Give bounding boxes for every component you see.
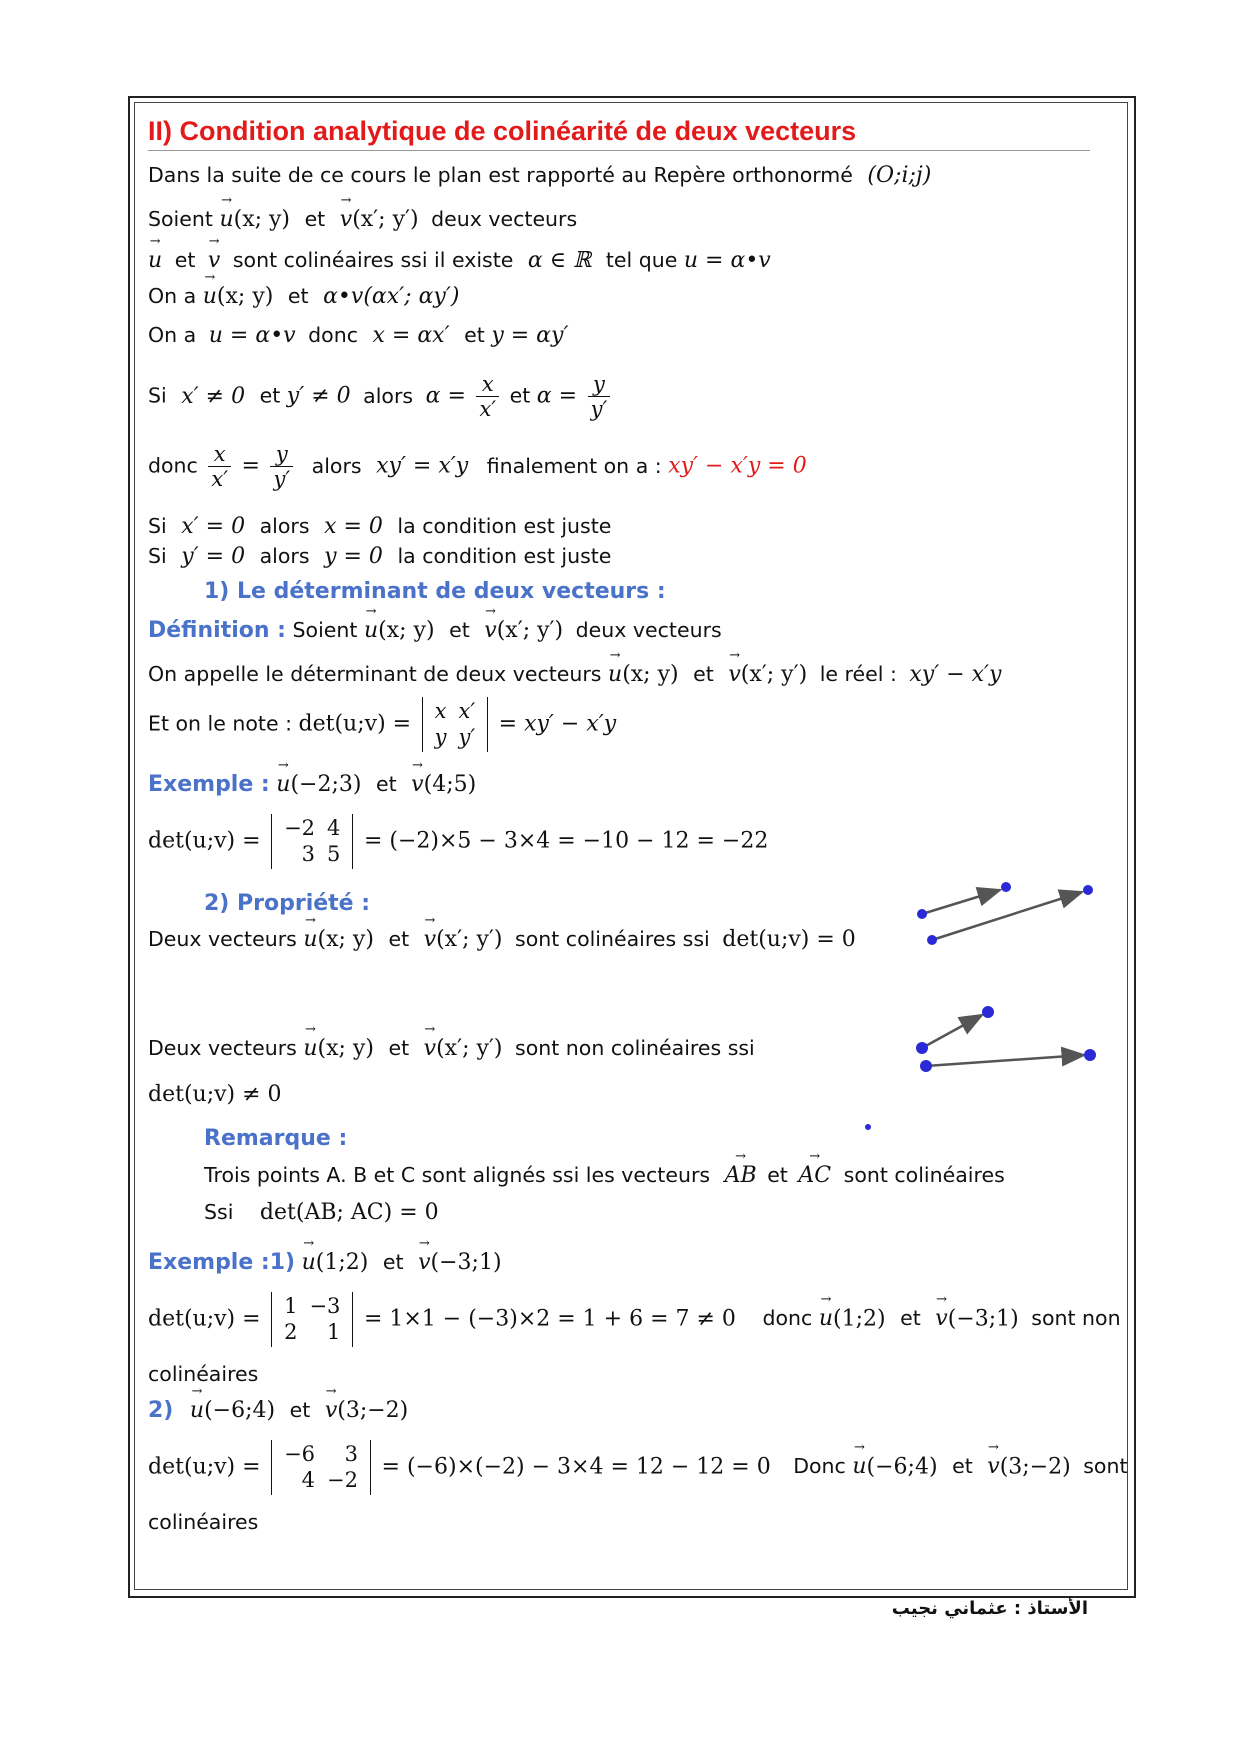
donc-line: donc $\frac{x}{x'}$ = $\frac{y}{y'}$ alors xy′ = x′y finalement on a : xy′ − x′y = 0 — [148, 442, 807, 492]
repere: (O;i;j) — [867, 163, 932, 188]
intro-line: Dans la suite de ce cours le plan est rapporté au Repère orthonormé (O;i;j) — [148, 163, 932, 188]
colinear-vector-arrow-2 — [932, 892, 1082, 940]
example-3-tail: colinéaires — [148, 1510, 259, 1534]
section-title: II) Condition analytique de colinéarité de deux vecteurs — [148, 116, 857, 146]
point — [1001, 882, 1011, 892]
section-2-heading: 2) Propriété : — [204, 891, 371, 916]
definition-line: Définition : Soient → u(x; y) et → v(x′; y′) deux vecteurs — [148, 618, 722, 644]
author-footer: الأستاذ : عثماني نجيب — [891, 1598, 1088, 1619]
point — [916, 1042, 928, 1054]
point — [917, 909, 927, 919]
example-3-line: 2) → u(−6;4) et → v(3;−2) — [148, 1398, 408, 1424]
point — [927, 935, 937, 945]
point — [1084, 1049, 1096, 1061]
example-2-det: det(u;v) = 1 −3 2 1 = 1×1 − (−3)×2 = 1 + 6 = 7 ≠ 0 donc → u(1;2) et → v(−3;1) sont non — [148, 1292, 1121, 1347]
point — [865, 1124, 871, 1130]
example-1-line: Exemple : → u(−2;3) et → v(4;5) — [148, 772, 476, 798]
determinant-example-2: 1 −3 2 1 — [271, 1292, 353, 1347]
remarque-condition: Ssi det(AB; AC) = 0 — [204, 1200, 439, 1225]
example-1-det: det(u;v) = −2 4 3 5 = (−2)×5 − 3×4 = −10 − 12 = −22 — [148, 814, 768, 869]
property-1-line: Deux vecteurs → u(x; y) et → v(x′; y′) sont colinéaires ssi det(u;v) = 0 — [148, 927, 856, 953]
section-1-heading: 1) Le déterminant de deux vecteurs : — [204, 579, 666, 604]
point — [982, 1006, 994, 1018]
property-2-condition: det(u;v) ≠ 0 — [148, 1082, 282, 1107]
remarque-heading: Remarque : — [204, 1126, 348, 1151]
colinear-def-line: → u et → v sont colinéaires ssi il existe α ∈ ℝ tel que u = α•v — [148, 248, 771, 274]
note-line: Et on le note : det(u;v) = x x′ y y′ = xy′ − x′y — [148, 697, 616, 752]
determinant-symbolic: x x′ y y′ — [422, 697, 489, 752]
si-line-1: Si x′ ≠ 0 et y′ ≠ 0 alors α = $\frac{x}{x'}$ et α = $\frac{y}{y'}$ — [148, 372, 614, 421]
non-colinear-vector-arrow-2 — [926, 1055, 1084, 1066]
determinant-example-1: −2 4 3 5 — [271, 814, 353, 869]
example-2-line: Exemple :1) → u(1;2) et → v(−3;1) — [148, 1250, 502, 1276]
colinear-vector-arrow-1 — [922, 890, 1000, 914]
non-colinear-vector-arrow-1 — [922, 1015, 982, 1048]
soient-line: Soient → u(x; y) et → v(x′; y′) deux vecteurs — [148, 207, 577, 233]
example-2-tail: colinéaires — [148, 1362, 259, 1386]
property-2-line: Deux vecteurs → u(x; y) et → v(x′; y′) sont non colinéaires ssi — [148, 1036, 755, 1062]
determinant-example-3: −6 3 4 −2 — [271, 1440, 371, 1495]
example-3-det: det(u;v) = −6 3 4 −2 = (−6)×(−2) − 3×4 = 12 − 12 = 0 Donc → u(−6;4) et → v(3;−2) sont — [148, 1440, 1128, 1495]
si-line-2: Si x′ = 0 alors x = 0 la condition est juste — [148, 514, 612, 539]
on-a-line-1: On a → u(x; y) et α•v(αx′; αy′) — [148, 284, 459, 310]
final-condition: xy′ − x′y = 0 — [668, 453, 807, 479]
remarque-text: Trois points A. B et C sont alignés ssi les vecteurs → AB et → AC sont colinéaires — [204, 1163, 1005, 1189]
si-line-3: Si y′ = 0 alors y = 0 la condition est juste — [148, 544, 612, 569]
point — [1083, 885, 1093, 895]
point — [920, 1060, 932, 1072]
non-colinear-vectors-diagram — [865, 1006, 1096, 1130]
appelle-line: On appelle le déterminant de deux vecteurs → u(x; y) et → v(x′; y′) le réel : xy′ − x′y — [148, 662, 1001, 688]
on-a-line-2: On a u = α•v donc x = αx′ et y = αy′ — [148, 323, 569, 348]
colinear-vectors-diagram — [917, 882, 1093, 945]
